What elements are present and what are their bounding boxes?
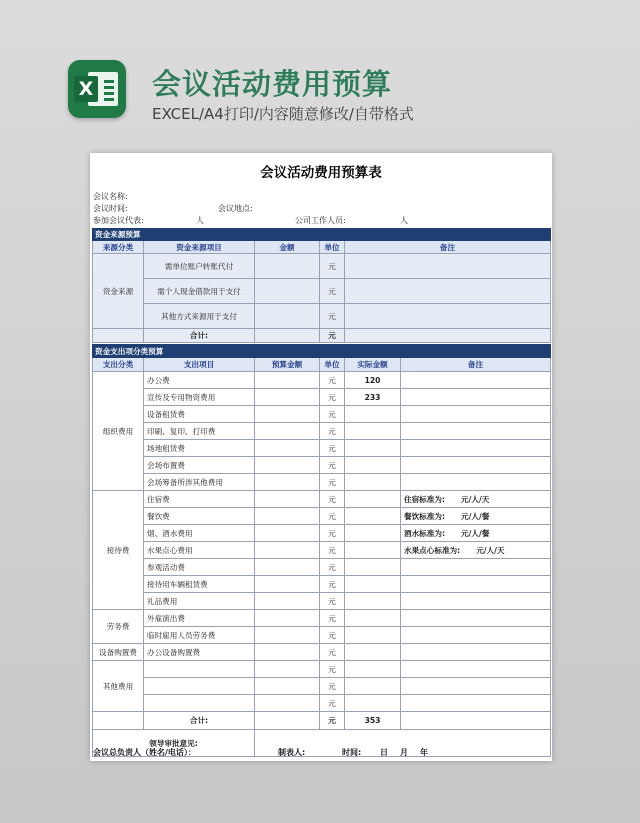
- meeting-name-label: 会议名称:: [93, 192, 128, 201]
- expense-section-title: 资金支出项分类预算: [93, 345, 551, 358]
- table-row: [93, 372, 551, 389]
- expense-note[interactable]: [401, 542, 551, 559]
- expense-item[interactable]: 会场筹备所涉其他费用: [144, 474, 255, 491]
- expense-note[interactable]: [401, 372, 551, 389]
- expense-note[interactable]: [401, 576, 551, 593]
- table-row: [93, 304, 551, 329]
- expense-unit: 元: [320, 440, 345, 457]
- expense-item[interactable]: [144, 678, 255, 695]
- expense-item[interactable]: 住宿费: [144, 491, 255, 508]
- expense-budget[interactable]: [255, 627, 320, 644]
- expense-actual[interactable]: [345, 508, 401, 525]
- expense-category: 劳务费: [93, 610, 144, 644]
- expense-total-row: [93, 712, 551, 730]
- expense-actual[interactable]: [345, 525, 401, 542]
- expense-header: 支出分类: [93, 358, 144, 372]
- expense-actual[interactable]: [345, 695, 401, 712]
- expense-unit: 元: [320, 423, 345, 440]
- expense-category: 组织费用: [93, 372, 144, 491]
- expense-item[interactable]: 参观活动费: [144, 559, 255, 576]
- footer-maker-label: 制表人:: [278, 748, 306, 757]
- expense-item[interactable]: 水果点心费用: [144, 542, 255, 559]
- expense-unit: 元: [320, 610, 345, 627]
- expense-item[interactable]: 场地租赁费: [144, 440, 255, 457]
- expense-budget[interactable]: [255, 372, 320, 389]
- approval-label: 领导审批意见:: [93, 730, 255, 757]
- table-row: [93, 644, 551, 661]
- expense-actual[interactable]: [345, 661, 401, 678]
- expense-header: 备注: [401, 358, 551, 372]
- table-row: [93, 695, 551, 712]
- expense-item[interactable]: 办公费: [144, 372, 255, 389]
- expense-budget[interactable]: [255, 593, 320, 610]
- expense-actual[interactable]: [345, 440, 401, 457]
- expense-note[interactable]: [401, 457, 551, 474]
- note-value: 元/人/餐: [461, 511, 490, 521]
- meeting-time-label: 会议时间:: [93, 204, 128, 213]
- expense-unit: 元: [320, 661, 345, 678]
- expense-actual[interactable]: [345, 474, 401, 491]
- income-amount[interactable]: [255, 279, 320, 304]
- note-label: 餐饮标准为:: [404, 511, 446, 521]
- expense-actual[interactable]: [345, 423, 401, 440]
- expense-note[interactable]: [401, 508, 551, 525]
- expense-header: 实际金额: [345, 358, 401, 372]
- expense-note[interactable]: [401, 593, 551, 610]
- expense-actual[interactable]: [345, 559, 401, 576]
- expense-unit: 元: [320, 372, 345, 389]
- expense-item[interactable]: 办公设备购置费: [144, 644, 255, 661]
- expense-budget[interactable]: [255, 508, 320, 525]
- expense-actual[interactable]: [345, 627, 401, 644]
- expense-unit: 元: [320, 491, 345, 508]
- expense-actual[interactable]: [345, 610, 401, 627]
- expense-budget[interactable]: [255, 406, 320, 423]
- expense-body: [93, 372, 551, 712]
- income-note[interactable]: [345, 279, 551, 304]
- expense-unit: 元: [320, 406, 345, 423]
- table-row: [93, 457, 551, 474]
- expense-note[interactable]: [401, 389, 551, 406]
- table-row: [93, 440, 551, 457]
- expense-unit: 元: [320, 593, 345, 610]
- expense-category: 设备购置费: [93, 644, 144, 661]
- expense-actual[interactable]: [345, 644, 401, 661]
- table-row: [93, 678, 551, 695]
- expense-item[interactable]: 接待用车辆租赁费: [144, 576, 255, 593]
- representatives-label: 参加会议代表:: [93, 216, 144, 225]
- expense-item[interactable]: 宣传及专用物资费用: [144, 389, 255, 406]
- expense-unit: 元: [320, 389, 345, 406]
- expense-budget[interactable]: [255, 576, 320, 593]
- income-note[interactable]: [345, 304, 551, 329]
- expense-unit: 元: [320, 508, 345, 525]
- table-row: [93, 627, 551, 644]
- expense-note[interactable]: [401, 423, 551, 440]
- income-total-label: 合计:: [144, 329, 255, 343]
- expense-actual[interactable]: [345, 576, 401, 593]
- expense-budget[interactable]: [255, 559, 320, 576]
- expense-unit: 元: [320, 525, 345, 542]
- income-unit: 元: [320, 254, 345, 279]
- income-total-row: [93, 329, 551, 343]
- income-category: 资金来源: [93, 254, 144, 329]
- expense-item[interactable]: 礼品费用: [144, 593, 255, 610]
- excel-logo-letter: X: [74, 76, 98, 102]
- expense-budget[interactable]: [255, 440, 320, 457]
- expense-unit: 元: [320, 576, 345, 593]
- expense-table: [92, 344, 551, 757]
- income-header: 资金来源项目: [144, 241, 255, 254]
- expense-budget[interactable]: [255, 695, 320, 712]
- expense-budget[interactable]: [255, 644, 320, 661]
- staff-label: 公司工作人员:: [295, 216, 346, 225]
- expense-unit: 元: [320, 627, 345, 644]
- expense-budget[interactable]: [255, 525, 320, 542]
- expense-unit: 元: [320, 457, 345, 474]
- expense-actual[interactable]: [345, 542, 401, 559]
- table-row: [93, 406, 551, 423]
- table-row: [93, 593, 551, 610]
- expense-header: 支出项目: [144, 358, 255, 372]
- table-row: [93, 576, 551, 593]
- expense-actual[interactable]: [345, 491, 401, 508]
- expense-actual[interactable]: [345, 678, 401, 695]
- income-header: 单位: [320, 241, 345, 254]
- note-value: 元/人/天: [461, 494, 490, 504]
- expense-budget[interactable]: [255, 542, 320, 559]
- footer-day-label: 日: [380, 748, 388, 757]
- table-row: [93, 254, 551, 279]
- table-row: [93, 661, 551, 678]
- expense-note[interactable]: [401, 525, 551, 542]
- expense-budget[interactable]: [255, 491, 320, 508]
- table-row: [93, 389, 551, 406]
- expense-item[interactable]: 会场布置费: [144, 457, 255, 474]
- table-row: [93, 525, 551, 542]
- note-value: 元/人/餐: [461, 528, 490, 538]
- table-row: [93, 474, 551, 491]
- note-label: 水果点心标准为:: [404, 545, 461, 555]
- expense-note[interactable]: [401, 406, 551, 423]
- expense-total-actual[interactable]: 353: [345, 712, 401, 730]
- expense-item[interactable]: [144, 695, 255, 712]
- expense-note[interactable]: [401, 661, 551, 678]
- expense-actual[interactable]: 233: [345, 389, 401, 406]
- expense-unit: 元: [320, 559, 345, 576]
- meeting-place-label: 会议地点:: [218, 204, 253, 213]
- income-header: 备注: [345, 241, 551, 254]
- expense-item[interactable]: 烟、酒水费用: [144, 525, 255, 542]
- income-item[interactable]: 需个人现金借款用于支付: [144, 279, 255, 304]
- expense-unit: 元: [320, 644, 345, 661]
- footer-year-label: 年: [420, 748, 428, 757]
- note-label: 住宿标准为:: [404, 494, 446, 504]
- income-unit: 元: [320, 304, 345, 329]
- excel-logo-icon: [68, 60, 126, 118]
- table-row: [93, 610, 551, 627]
- income-item[interactable]: 其他方式来源用于支付: [144, 304, 255, 329]
- expense-total-unit: 元: [320, 712, 345, 730]
- expense-item[interactable]: [144, 661, 255, 678]
- note-value: 元/人/天: [476, 545, 505, 555]
- expense-budget[interactable]: [255, 389, 320, 406]
- expense-note[interactable]: [401, 627, 551, 644]
- income-amount[interactable]: [255, 254, 320, 279]
- expense-actual[interactable]: [345, 406, 401, 423]
- income-amount[interactable]: [255, 304, 320, 329]
- expense-header: 预算金额: [255, 358, 320, 372]
- table-row: [93, 559, 551, 576]
- staff-unit: 人: [400, 216, 408, 225]
- expense-item[interactable]: 设备租赁费: [144, 406, 255, 423]
- table-row: [93, 423, 551, 440]
- table-row: [93, 542, 551, 559]
- expense-total-label: 合计:: [144, 712, 255, 730]
- expense-note[interactable]: [401, 491, 551, 508]
- expense-actual[interactable]: 120: [345, 372, 401, 389]
- expense-unit: 元: [320, 474, 345, 491]
- table-row: [93, 508, 551, 525]
- expense-item[interactable]: 印刷、复印、打印费: [144, 423, 255, 440]
- income-total-amount[interactable]: [255, 329, 320, 343]
- budget-sheet: [90, 153, 552, 761]
- expense-unit: 元: [320, 695, 345, 712]
- page-subtitle: EXCEL/A4打印/内容随意修改/自带格式: [152, 105, 414, 123]
- expense-budget[interactable]: [255, 423, 320, 440]
- sheet-title: 会议活动费用预算表: [260, 165, 382, 181]
- expense-budget[interactable]: [255, 457, 320, 474]
- expense-item[interactable]: 餐饮费: [144, 508, 255, 525]
- expense-unit: 元: [320, 542, 345, 559]
- page-title: 会议活动费用预算: [152, 67, 393, 101]
- income-total-unit: 元: [320, 329, 345, 343]
- footer-owner-label: 会议总负责人（姓名/电话）：: [93, 748, 196, 757]
- expense-note[interactable]: [401, 678, 551, 695]
- expense-note[interactable]: [401, 695, 551, 712]
- income-item[interactable]: 需单位账户转账代付: [144, 254, 255, 279]
- expense-note[interactable]: [401, 644, 551, 661]
- expense-item[interactable]: 临时雇用人员劳务费: [144, 627, 255, 644]
- expense-actual[interactable]: [345, 457, 401, 474]
- expense-item[interactable]: 外雇演出费: [144, 610, 255, 627]
- expense-budget[interactable]: [255, 661, 320, 678]
- table-row: [93, 279, 551, 304]
- income-unit: 元: [320, 279, 345, 304]
- expense-actual[interactable]: [345, 593, 401, 610]
- note-label: 酒水标准为:: [404, 528, 446, 538]
- expense-category: 接待费: [93, 491, 144, 610]
- expense-budget[interactable]: [255, 678, 320, 695]
- expense-category: 其他费用: [93, 661, 144, 712]
- expense-note[interactable]: [401, 559, 551, 576]
- expense-total-budget[interactable]: [255, 712, 320, 730]
- footer-month-label: 月: [400, 748, 408, 757]
- expense-budget[interactable]: [255, 610, 320, 627]
- expense-unit: 元: [320, 678, 345, 695]
- representatives-unit: 人: [196, 216, 204, 225]
- income-section-title: 资金来源预算: [93, 229, 551, 241]
- income-note[interactable]: [345, 254, 551, 279]
- expense-note[interactable]: [401, 474, 551, 491]
- expense-note[interactable]: [401, 610, 551, 627]
- footer-time-label: 时间:: [342, 748, 362, 757]
- income-header: 金额: [255, 241, 320, 254]
- income-header: 来源分类: [93, 241, 144, 254]
- expense-header: 单位: [320, 358, 345, 372]
- income-table: [92, 228, 551, 343]
- expense-budget[interactable]: [255, 474, 320, 491]
- table-row: [93, 491, 551, 508]
- expense-note[interactable]: [401, 440, 551, 457]
